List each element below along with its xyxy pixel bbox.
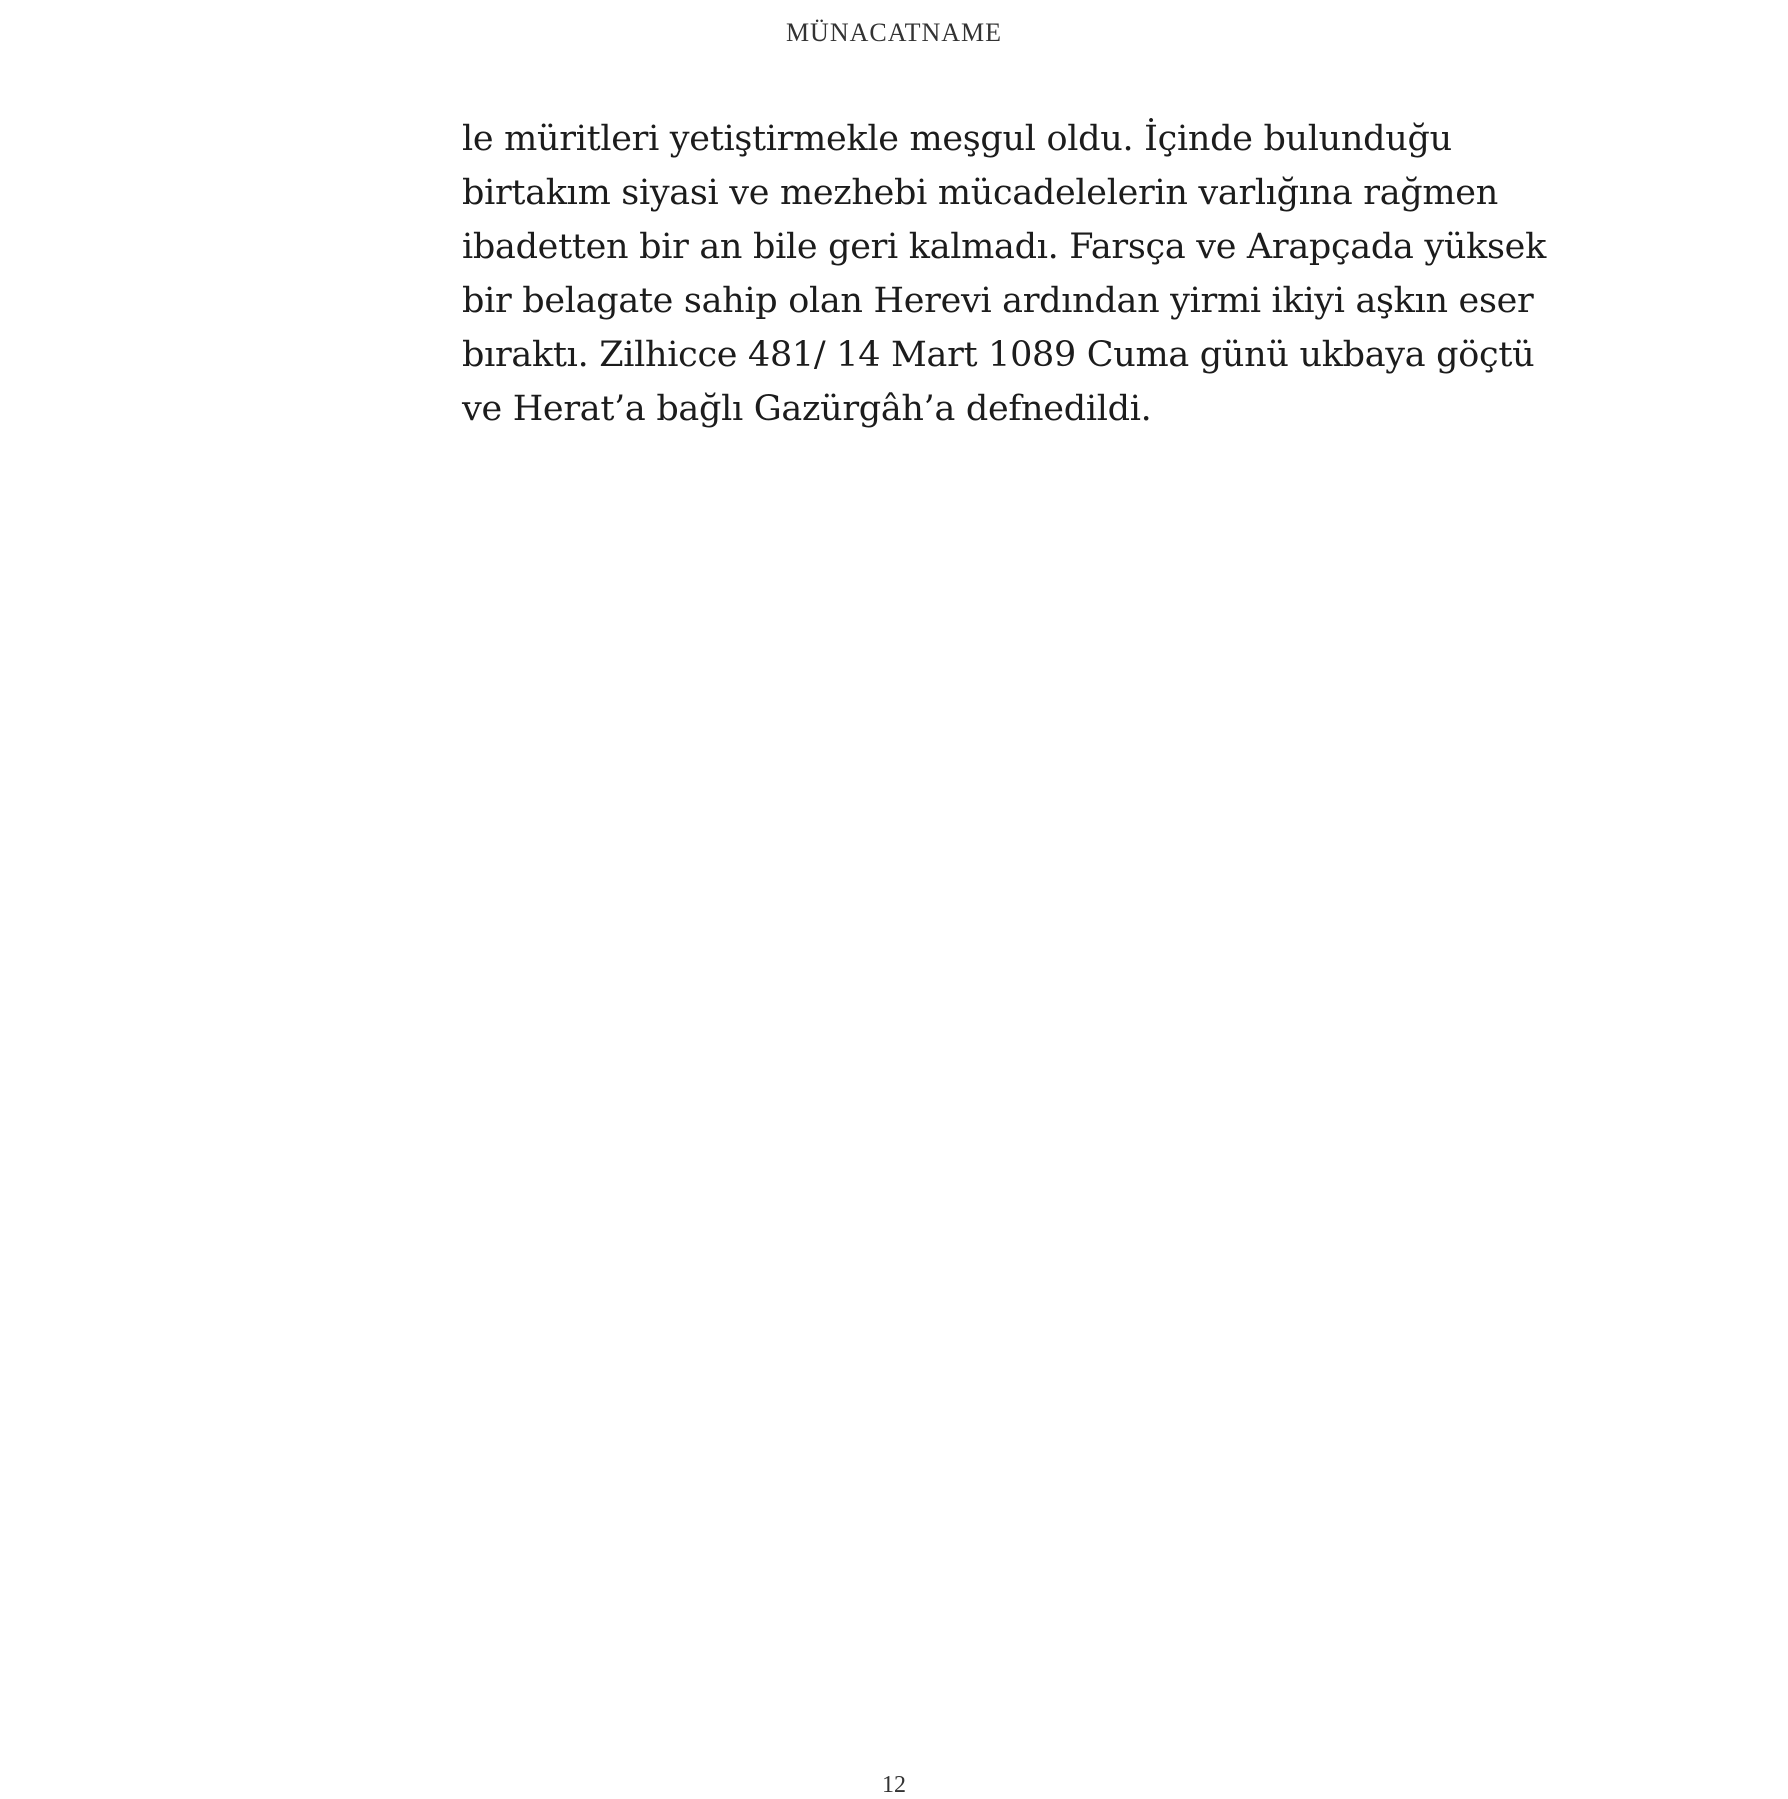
body-paragraph (462, 112, 1546, 436)
running-header-title: MÜNACATNAME (785, 18, 1003, 47)
paragraph-line: ibadetten bir an bile geri kalmadı. Farsça ve Arapçada yüksek (462, 227, 1546, 267)
paragraph-line: bir belagate sahip olan Herevi ardından yirmi ikiyi aşkın eser (462, 281, 1534, 321)
page-number: 12 (882, 1772, 906, 1798)
paragraph-line: bıraktı. Zilhicce 481/ 14 Mart 1089 Cuma günü ukbaya göçtü (462, 335, 1535, 375)
paragraph-line: le müritleri yetiştirmekle meşgul oldu. İçinde bulunduğu (462, 119, 1452, 159)
paragraph-line: birtakım siyasi ve mezhebi mücadelelerin varlığına rağmen (462, 173, 1498, 213)
paragraph-line: ve Herat’a bağlı Gazürgâh’a defnedildi. (462, 389, 1152, 429)
